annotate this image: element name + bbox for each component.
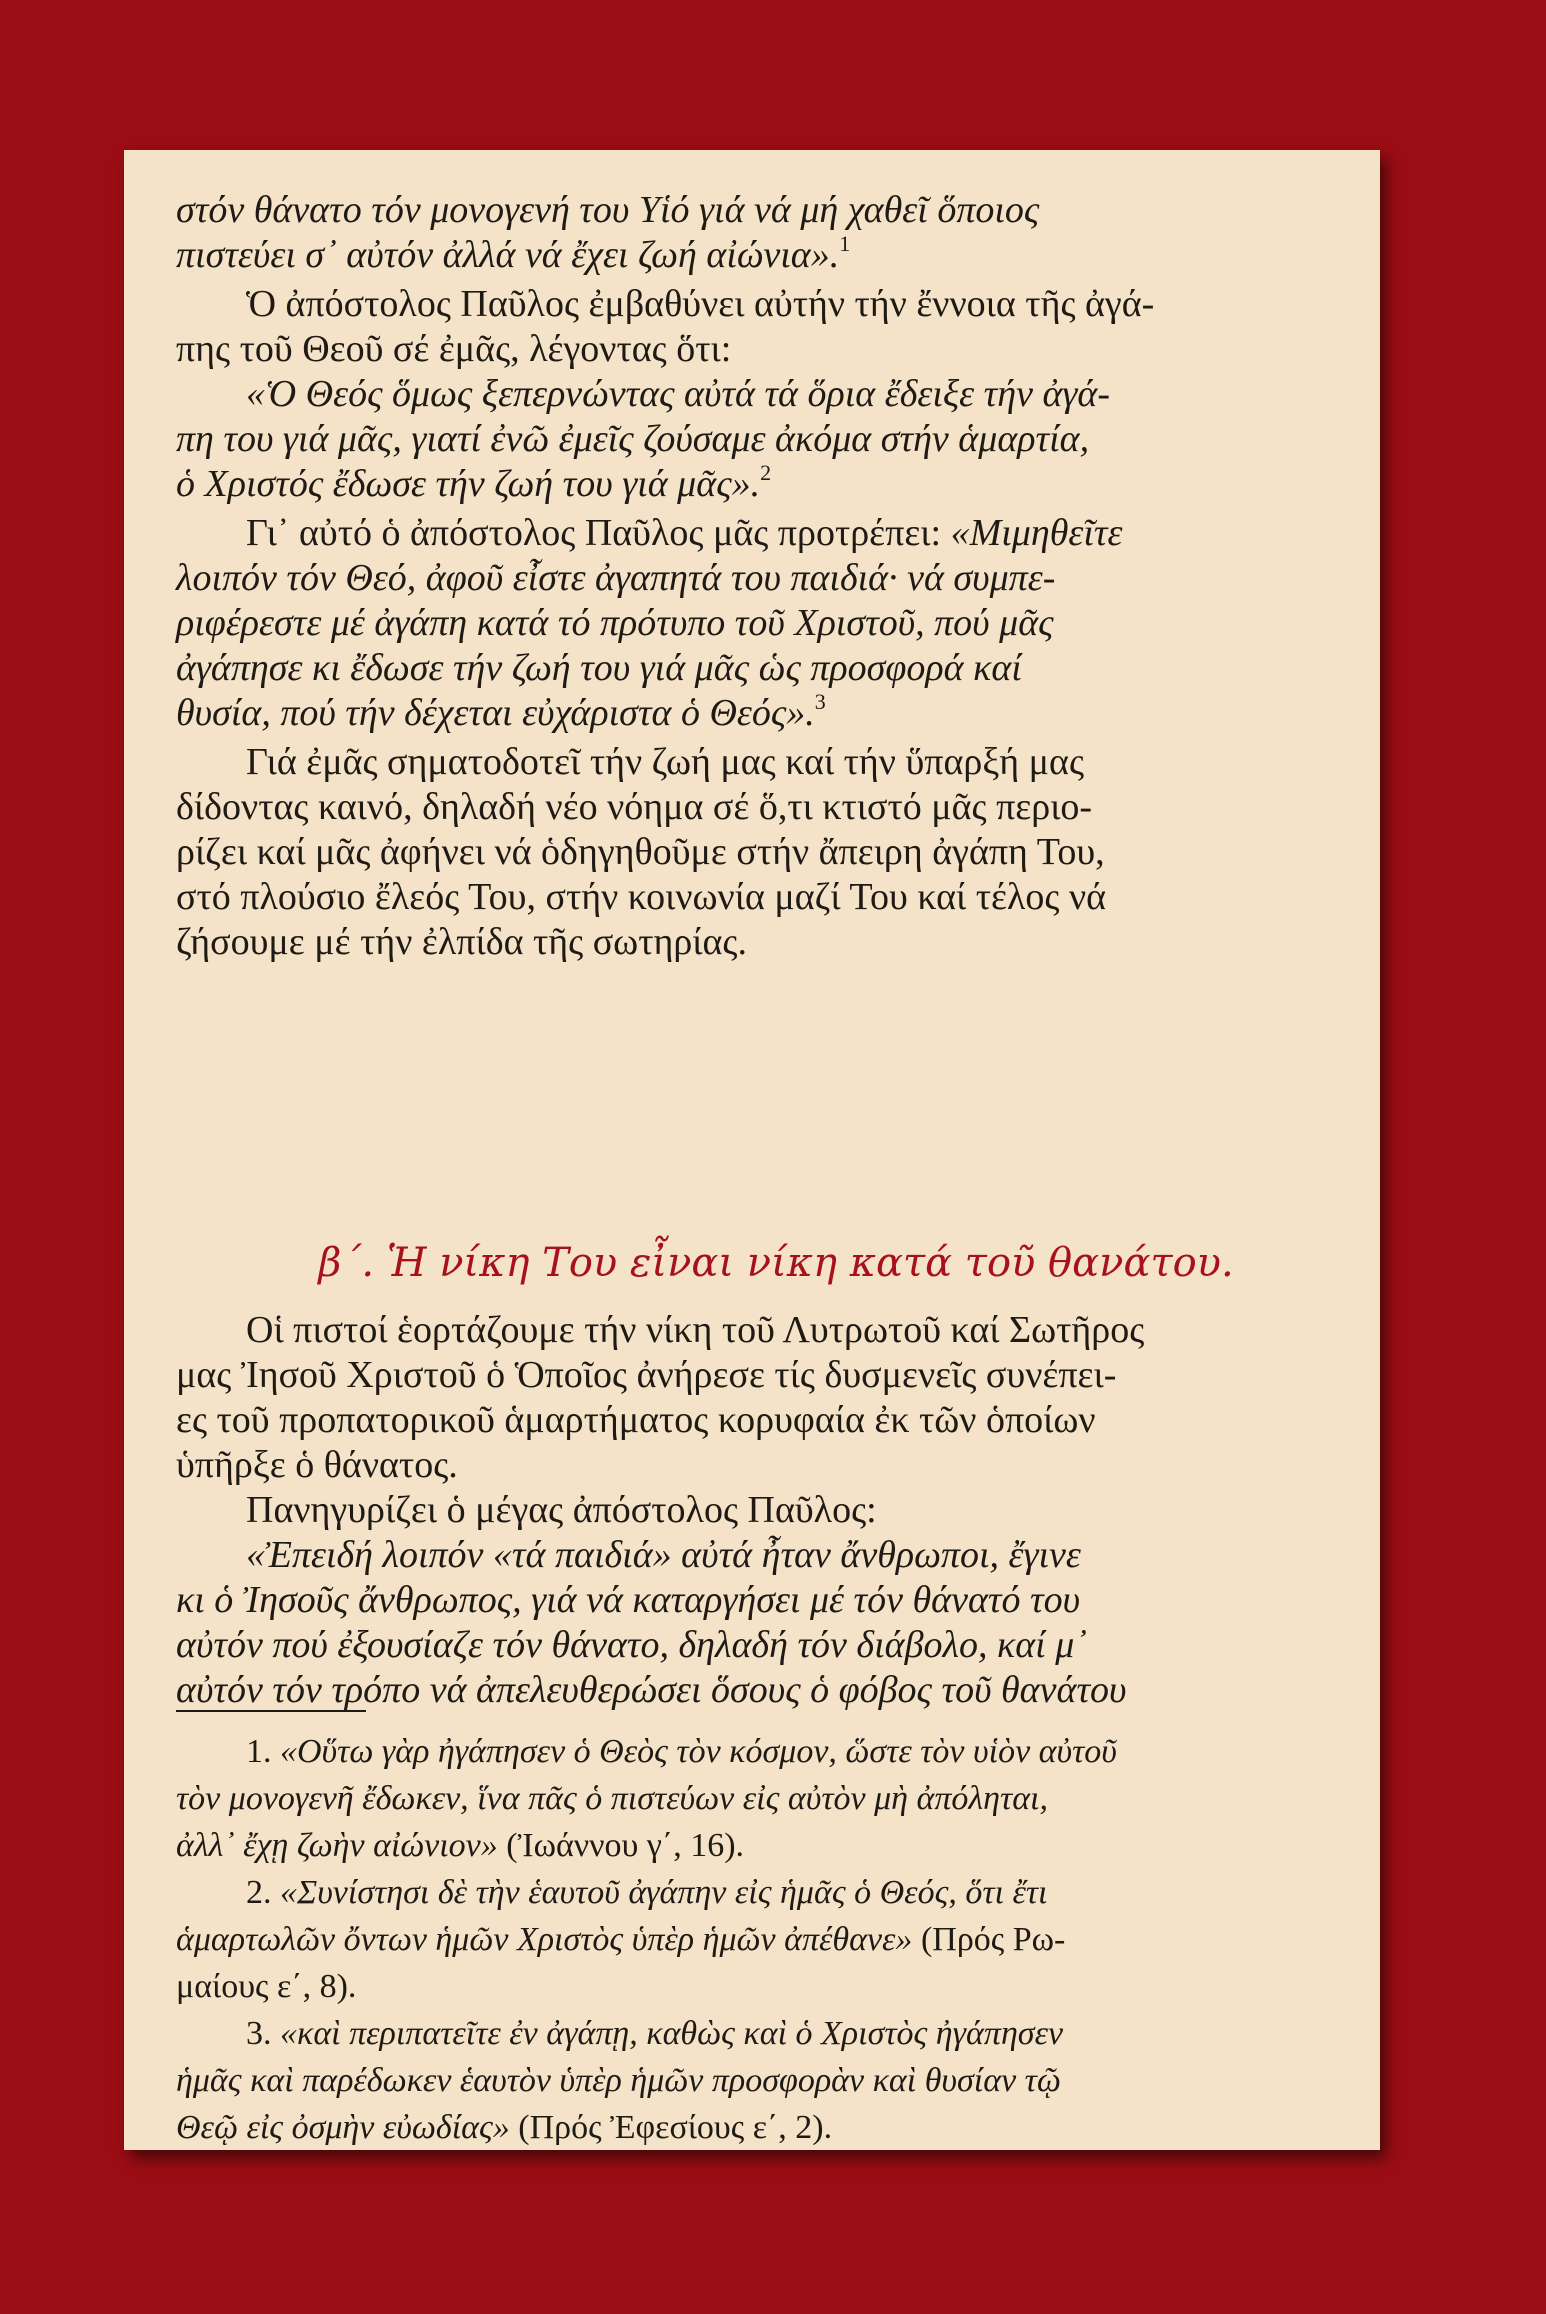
text-line: ὑπῆρξε ὁ θάνατος. (176, 1444, 458, 1486)
text-line: Οἱ πιστοί ἑορτάζουμε τήν νίκη τοῦ Λυτρωτοῦ καί Σωτῆρος (246, 1309, 1145, 1351)
text-line: θυσία, πού τήν δέχεται εὐχάριστα ὁ Θεός».$^3$ (176, 689, 826, 734)
footnote-1: 1. «Οὕτω γὰρ ἠγάπησεν ὁ Θεὸς τὸν κόσμον, ὥστε τὸν υἱὸν αὐτοῦ (246, 1733, 1117, 1770)
text-line: ες τοῦ προπατορικοῦ ἁμαρτήματος κορυφαία ἐκ τῶν ὁποίων (176, 1399, 1096, 1441)
text-line: Γι᾽ αὐτό ὁ ἀπόστολος Παῦλος μᾶς προτρέπει: «Μιμηθεῖτε (246, 512, 1123, 554)
text-line: Πανηγυρίζει ὁ μέγας ἀπόστολος Παῦλος: (246, 1489, 877, 1531)
footnote-divider (176, 1710, 366, 1712)
text-line: Ὁ ἀπόστολος Παῦλος ἐμβαθύνει αὐτήν τήν ἔννοια τῆς ἀγά- (246, 283, 1155, 325)
section-heading: β΄. Ἡ νίκη Του εἶναι νίκη κατά τοῦ θανάτου. (318, 1240, 1234, 1286)
text-line: «Ἐπειδή λοιπόν «τά παιδιά» αὐτά ἦταν ἄνθρωποι, ἔγινε (246, 1534, 1081, 1576)
book-page (124, 150, 1380, 2150)
footnote-2: 2. «Συνίστησι δὲ τὴν ἑαυτοῦ ἀγάπην εἰς ἡμᾶς ὁ Θεός, ὅτι ἔτι (246, 1874, 1048, 1911)
footnote-line: ἁμαρτωλῶν ὄντων ἡμῶν Χριστὸς ὑπὲρ ἡμῶν ἀπέθανε» (Πρός Ρω- (176, 1921, 1066, 1958)
footnote-ref-3: 3 (814, 689, 826, 714)
footnote-3: 3. «καὶ περιπατεῖτε ἐν ἀγάπῃ, καθὼς καὶ ὁ Χριστὸς ἠγάπησεν (246, 2015, 1064, 2052)
footnote-line: Θεῷ εἰς ὀσμὴν εὐωδίας» (Πρός Ἐφεσίους ε΄, 2). (176, 2109, 833, 2146)
text-line: στόν θάνατο τόν μονογενή του Υἱό γιά νά μή χαθεῖ ὅποιος (176, 189, 1040, 231)
text-line: ζήσουμε μέ τήν ἐλπίδα τῆς σωτηρίας. (176, 921, 747, 963)
text-line: λοιπόν τόν Θεό, ἀφοῦ εἶστε ἀγαπητά του παιδιά· νά συμπε- (176, 557, 1056, 599)
text-line: πης τοῦ Θεοῦ σέ ἐμᾶς, λέγοντας ὅτι: (176, 328, 732, 370)
text-line: αὐτόν τόν τρόπο νά ἀπελευθερώσει ὅσους ὁ φόβος τοῦ θανάτου (176, 1669, 1127, 1711)
text-line: «Ὁ Θεός ὅμως ξεπερνώντας αὐτά τά ὅρια ἔδειξε τήν ἀγά- (246, 373, 1110, 415)
text-line: πιστεύει σ᾽ αὐτόν ἀλλά νά ἔχει ζωή αἰώνια».$^1$ (176, 231, 851, 276)
lower-text-block (176, 1308, 1376, 1713)
text-line: στό πλούσιο ἔλεός Του, στήν κοινωνία μαζί Του καί τέλος νά (176, 876, 1107, 918)
footnote-line: ἡμᾶς καὶ παρέδωκεν ἑαυτὸν ὑπὲρ ἡμῶν προσφορὰν καὶ θυσίαν τῷ (176, 2062, 1061, 2099)
upper-text-block (176, 188, 1376, 965)
footnote-line: ἀλλ᾽ ἔχῃ ζωὴν αἰώνιον» (Ἰωάννου γ΄, 16). (176, 1827, 745, 1864)
footnote-ref-1: 1 (839, 231, 851, 256)
text-line: πη του γιά μᾶς, γιατί ἐνῶ ἐμεῖς ζούσαμε ἀκόμα στήν ἁμαρτία, (176, 418, 1090, 460)
text-line: ριφέρεστε μέ ἀγάπη κατά τό πρότυπο τοῦ Χριστοῦ, πού μᾶς (176, 602, 1054, 644)
footnote-ref-2: 2 (760, 460, 772, 485)
footnotes (176, 1728, 1376, 2151)
text-line: ὁ Χριστός ἔδωσε τήν ζωή του γιά μᾶς».$^2$ (176, 460, 772, 505)
text-line: ἀγάπησε κι ἔδωσε τήν ζωή του γιά μᾶς ὡς προσφορά καί (176, 647, 1022, 689)
footnote-line: τὸν μονογενῆ ἔδωκεν, ἵνα πᾶς ὁ πιστεύων εἰς αὐτὸν μὴ ἀπόληται, (176, 1780, 1048, 1817)
footnote-line: μαίους ε΄, 8). (176, 1968, 357, 2005)
text-line: κι ὁ Ἰησοῦς ἄνθρωπος, γιά νά καταργήσει μέ τόν θάνατό του (176, 1579, 1081, 1621)
text-line: αὐτόν πού ἐξουσίαζε τόν θάνατο, δηλαδή τόν διάβολο, καί μ᾽ (176, 1624, 1087, 1666)
text-line: μας Ἰησοῦ Χριστοῦ ὁ Ὁποῖος ἀνήρεσε τίς δυσμενεῖς συνέπει- (176, 1354, 1117, 1396)
text-line: ρίζει καί μᾶς ἀφήνει νά ὁδηγηθοῦμε στήν ἄπειρη ἀγάπη Του, (176, 831, 1105, 873)
text-line: Γιά ἐμᾶς σηματοδοτεῖ τήν ζωή μας καί τήν ὕπαρξή μας (246, 741, 1085, 783)
text-line: δίδοντας καινό, δηλαδή νέο νόημα σέ ὅ,τι κτιστό μᾶς περιο- (176, 786, 1093, 828)
